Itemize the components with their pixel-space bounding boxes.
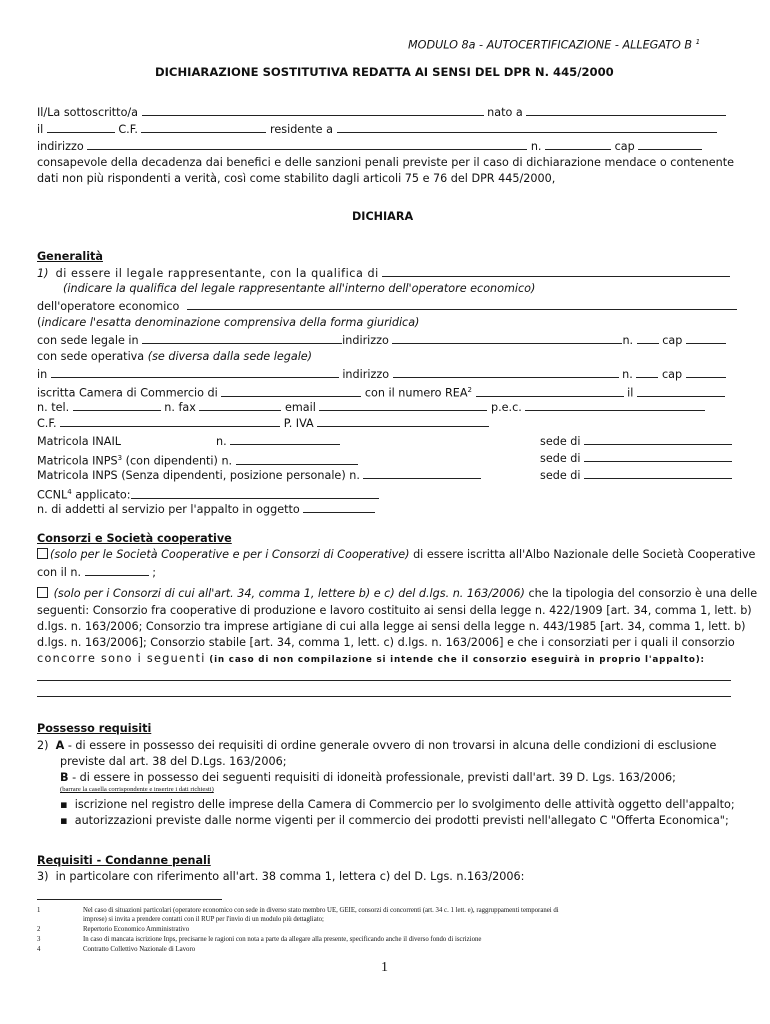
- sede-operativa-number-field[interactable]: [636, 366, 658, 378]
- operatore-hint-line: (indicare l'esatta denominazione comprensiva della forma giuridica): [37, 316, 420, 329]
- consapevole-paragraph: consapevole della decadenza dai benefici e delle sanzioni penali previste per il caso di dichiarazione mendace o contenente dati non più rispondenti a verità, così come stabilito dagli articoli 75 e 76 del DPR 445/2000,: [37, 156, 734, 185]
- address-field[interactable]: [87, 138, 527, 150]
- bullet-iscrizione[interactable]: ▪ iscrizione nel registro delle imprese della Camera di Commercio per lo svolgimento delle attività oggetto dell'appalto;: [60, 798, 735, 811]
- inail-line: Matricola INAIL n.: [37, 433, 340, 450]
- consorzi-p2-line2: seguenti: Consorzio fra cooperative di produzione e lavoro costituito ai sensi della legge n. 422/1909 [art. 34, comma 1, lett. b): [37, 604, 752, 617]
- ccnl-line: CCNL$^4$ applicato:: [37, 484, 379, 504]
- consorzi-p2-line1: (solo per i Consorzi di cui all'art. 34, comma 1, lettere b) e c) del d.lgs. n. 163/2006) che la tipologia del consorzio è una delle: [37, 586, 757, 602]
- intro-line-1: Il/La sottoscritto/a nato a: [37, 104, 726, 121]
- cf-piva-line: C.F. P. IVA: [37, 415, 489, 432]
- name-field[interactable]: [142, 104, 484, 116]
- page-number: 1: [381, 960, 388, 975]
- consorzi-heading: Consorzi e Società cooperative: [37, 532, 232, 545]
- tel-field[interactable]: [73, 399, 161, 411]
- fax-field[interactable]: [199, 399, 281, 411]
- sede-legale-field[interactable]: [142, 332, 342, 344]
- addetti-field[interactable]: [303, 501, 375, 513]
- sede-operativa-address-field[interactable]: [393, 366, 619, 378]
- bullet-icon: ▪: [60, 798, 68, 811]
- street-number-field[interactable]: [545, 138, 611, 150]
- item-1: 1) di essere il legale rappresentante, con la qualifica di: [37, 265, 730, 282]
- document-page: MODULO 8a - AUTOCERTIFICAZIONE - ALLEGATO B $^1$ DICHIARAZIONE SOSTITUTIVA REDATTA AI SENSI DEL DPR N. 445/2000 Il/La sottoscritto/a nato a il C.F. residente a indirizzo n. cap consapevole della decadenza dai benefici e delle sanzioni penali previste per il caso di dichiarazione mendace o contenente dati non più rispondenti a verità, così come stabilito dagli articoli 75 e 76 del DPR 445/2000, DICHIARA Generalità 1) di essere il legale rappresentante, con la qualifica di (indicare la qualifica del legale rappresentante all'interno dell'operatore economico) dell'operatore economico (indicare l'esatta denominazione comprensiva della forma giuridica) con sede legale in indirizzo n. cap con sede operativa (se diversa dalla sede legale) in indirizzo n. cap iscritta Camera di Commercio di con il numero REA$^2$ il n. tel. n. fax email p.e.c. C.F. P. IVA Matricola INAIL n. sede di Matricola INPS$^3$ (con dipendenti) n. sede di Matricola INPS (Senza dipendenti, posizione personale) n. sede di CCNL$^4$ applicato: n. di addetti al servizio per l'appalto in oggetto Consorzi e Società cooperative (solo per le Società Cooperative e per i Consorzi di Cooperative) di essere iscritta all'Albo Nazionale delle Società Cooperative con il n. ; (solo per i Consorzi di cui all'art. 34, comma 1, lettere b) e c) del d.lgs. n. 163/2006) che la tipologia del consorzio è una delle seguenti: Consorzio fra cooperative di produzione e lavoro costituito ai sensi della legge n. 422/1909 [art. 34, comma 1, lett. b) d.lgs. n. 163/2006; Consorzio tra imprese artigiane di cui alla legge ai sensi della legge n. 443/1985 [art. 34, comma 1, lett. b) d.lgs. n. 163/2006]; Consorzio stabile [art. 34, comma 1, lett. c) d.lgs. n. 163/2006] e che i consorziati per i quali il consorzio concorre sono i seguenti (in caso di non compilazione si intende che il consorzio eseguirà in proprio l'appalto): Possesso requisiti 2) A - di essere in possesso dei requisiti di ordine generale ovvero di non trovarsi in alcuna delle condizioni di esclusione previste dal art. 38 del D.Lgs. 163/2006; B - di essere in possesso dei seguenti requisiti di idoneità professionale, previsti dall'art. 39 D. Lgs. 163/2006; (barrare la casella corrispondente e inserire i dati richiesti) ▪ iscrizione nel registro delle imprese della Camera di Commercio per lo svolgimento delle attività oggetto dell'appalto; ▪ autorizzazioni previste dalle norme vigenti per il commercio dei prodotti previsti nell'allegato C "Offerta Economica"; Requisiti - Condanne penali 3) in particolare con riferimento all'art. 38 comma 1, lettera c) del D. Lgs. n.163/2006: 1 Nel caso di situazioni particolari (operatore economico con sede in diverso stato membro UE, GEIE, consorzi di concorrenti (art. 34 c. 1 lett. e), raggruppamenti temporanei di imprese) si invita a prendere contatti con il RUP per l'invio di un modulo più dettagliato; 2 Repertorio Economico Amministrativo 3 In caso di mancata iscrizione Inps, precisarne le ragioni con nota a parte da allegare alla presente, specificando anche il diverso fondo di iscrizione 4 Contratto Collettivo Nazionale di Lavoro 1: [0, 0, 770, 1024]
- consorzi-p1: (solo per le Società Cooperative e per i Consorzi di Cooperative) di essere iscritta all'Albo Nazionale delle Società Cooperative: [37, 547, 755, 563]
- company-cf-field[interactable]: [60, 415, 280, 427]
- addetti-line: n. di addetti al servizio per l'appalto in oggetto: [37, 501, 375, 518]
- inps-line: Matricola INPS$^3$ (con dipendenti) n.: [37, 450, 358, 470]
- contacts-line: n. tel. n. fax email p.e.c.: [37, 399, 705, 416]
- sede-legale-number-field[interactable]: [637, 332, 659, 344]
- cooperative-checkbox[interactable]: [37, 548, 48, 559]
- sede-legale-cap-field[interactable]: [686, 332, 726, 344]
- consorzi-p1-line2: con il n. ;: [37, 566, 156, 579]
- inps-sede-field[interactable]: [584, 450, 732, 462]
- consorzi-p2-line3: d.lgs. n. 163/2006; Consorzio tra imprese artigiane di cui alla legge ai sensi della legge n. 443/1985 [art. 34, comma 1, lett. b): [37, 620, 746, 633]
- generalita-heading: Generalità: [37, 250, 103, 263]
- inps-sede: sede di: [540, 450, 732, 467]
- possesso-heading: Possesso requisiti: [37, 722, 152, 735]
- condanne-item: 3) in particolare con riferimento all'art. 38 comma 1, lettera c) del D. Lgs. n.163/2006:: [37, 870, 525, 883]
- inps2-field[interactable]: [363, 467, 481, 479]
- email-field[interactable]: [319, 399, 487, 411]
- inail-sede-field[interactable]: [584, 433, 732, 445]
- sede-legale-line: con sede legale in indirizzo n. cap: [37, 332, 726, 349]
- cap-field[interactable]: [638, 138, 702, 150]
- ccnl-field[interactable]: [131, 487, 379, 499]
- birthdate-field[interactable]: [47, 121, 115, 133]
- albo-number-field[interactable]: [85, 564, 149, 576]
- footnote-separator: [37, 899, 222, 900]
- camera-field[interactable]: [221, 385, 361, 397]
- requisito-a-line2: previste dal art. 38 del D.Lgs. 163/2006;: [60, 755, 287, 768]
- operatore-line: dell'operatore economico: [37, 298, 737, 315]
- inail-sede: sede di: [540, 433, 732, 450]
- residence-field[interactable]: [337, 121, 717, 133]
- camera-line: iscritta Camera di Commercio di con il numero REA$^2$ il: [37, 382, 725, 402]
- document-title: DICHIARAZIONE SOSTITUTIVA REDATTA AI SENSI DEL DPR N. 445/2000: [155, 65, 614, 79]
- consorzi-checkbox[interactable]: [37, 587, 48, 598]
- requisito-b: B - di essere in possesso dei seguenti requisiti di idoneità professionale, previsti dall'art. 39 D. Lgs. 163/2006;: [60, 771, 676, 784]
- consorzi-p2-line5: concorre sono i seguenti (in caso di non compilazione si intende che il consorzio eseguirà in proprio l'appalto):: [37, 652, 705, 665]
- piva-field[interactable]: [317, 415, 489, 427]
- consorziati-line-1[interactable]: [37, 680, 731, 681]
- bullet-icon: ▪: [60, 814, 68, 827]
- rea-date-field[interactable]: [637, 385, 725, 397]
- sede-operativa-fields: in indirizzo n. cap: [37, 366, 726, 383]
- dichiara-heading: DICHIARA: [352, 210, 414, 223]
- birthplace-field[interactable]: [526, 104, 726, 116]
- requisito-a: 2) A - di essere in possesso dei requisiti di ordine generale ovvero di non trovarsi in alcuna delle condizioni di esclusione: [37, 739, 717, 752]
- qualifica-hint: (indicare la qualifica del legale rappresentante all'interno dell'operatore economico): [63, 282, 536, 295]
- cf-field[interactable]: [141, 121, 266, 133]
- bullet-autorizzazioni[interactable]: ▪ autorizzazioni previste dalle norme vigenti per il commercio dei prodotti previsti nell'allegato C "Offerta Economica";: [60, 814, 729, 827]
- inps2-line: Matricola INPS (Senza dipendenti, posizione personale) n.: [37, 467, 481, 484]
- sede-operativa-line: con sede operativa (se diversa dalla sede legale): [37, 350, 313, 363]
- pec-field[interactable]: [525, 399, 705, 411]
- operatore-field[interactable]: [187, 298, 737, 310]
- consorziati-line-2[interactable]: [37, 696, 731, 697]
- sede-legale-address-field[interactable]: [392, 332, 622, 344]
- sede-operativa-cap-field[interactable]: [686, 366, 726, 378]
- intro-line-3: indirizzo n. cap: [37, 138, 702, 155]
- inail-field[interactable]: [230, 433, 340, 445]
- intro-line-2: il C.F. residente a: [37, 121, 717, 138]
- inps-field[interactable]: [236, 453, 358, 465]
- inps2-sede-field[interactable]: [584, 467, 732, 479]
- modulo-label: MODULO 8a - AUTOCERTIFICAZIONE - ALLEGATO B $^1$: [408, 38, 701, 52]
- sede-operativa-field[interactable]: [51, 366, 339, 378]
- condanne-heading: Requisiti - Condanne penali: [37, 854, 211, 867]
- barrare-note: (barrare la casella corrispondente e inserire i dati richiesti): [60, 786, 214, 793]
- qualifica-field[interactable]: [382, 265, 730, 277]
- rea-field[interactable]: [476, 385, 624, 397]
- consorzi-p2-line4: d.lgs. n. 163/2006]; Consorzio stabile [art. 34, comma 1, lett. c) d.lgs. n. 163/2006] e che i consorziati per i quali il consorzio: [37, 636, 735, 649]
- inps2-sede: sede di: [540, 467, 732, 484]
